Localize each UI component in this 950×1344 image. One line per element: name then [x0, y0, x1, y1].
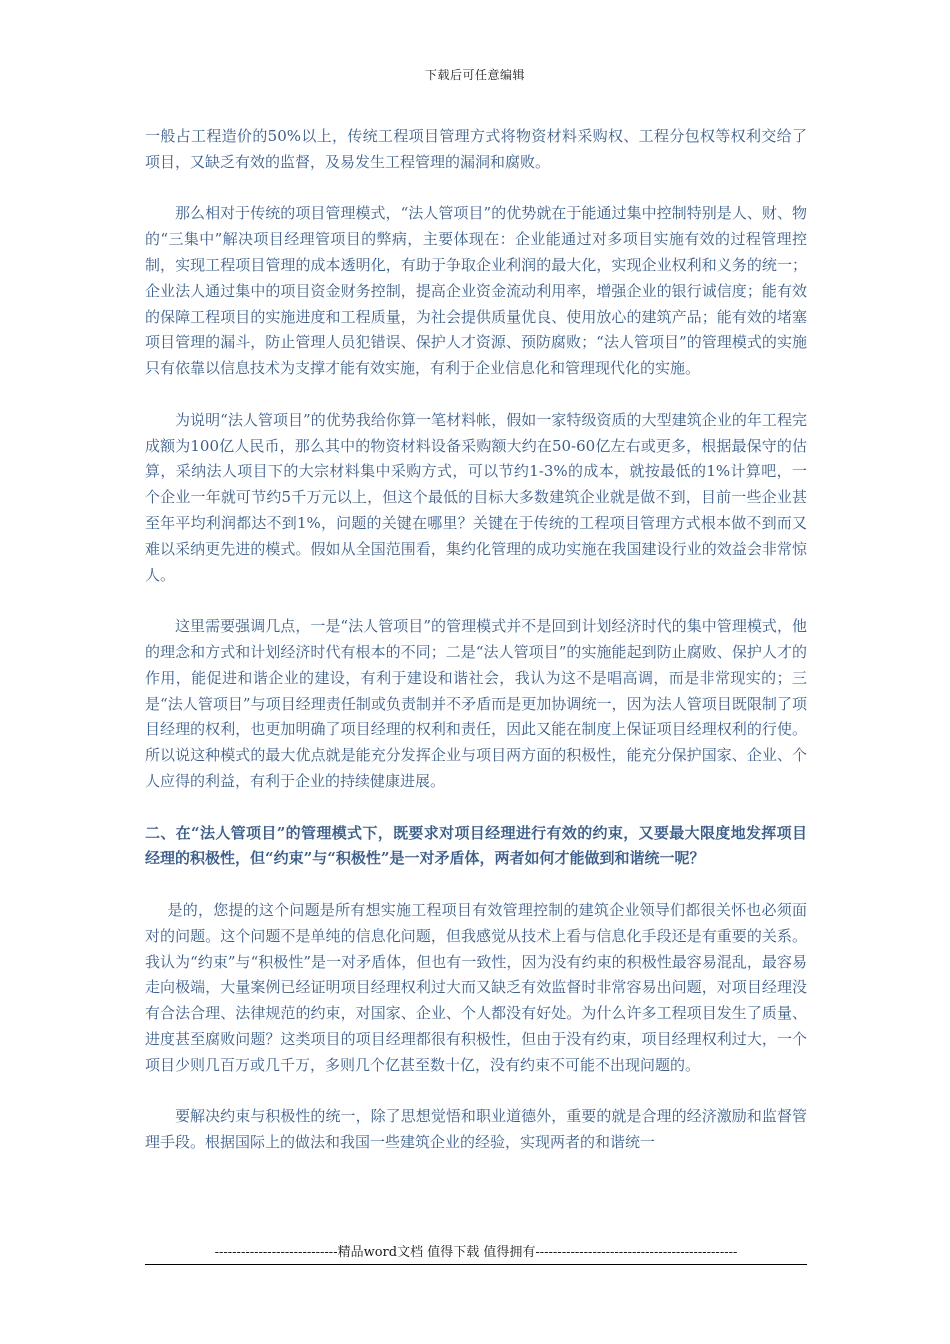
paragraph-cost-intro: 一般占工程造价的50%以上，传统工程项目管理方式将物资材料采购权、工程分包权等权利交给了项目，又缺乏有效的监督，及易发生工程管理的漏洞和腐败。 [145, 127, 807, 171]
footer-rule [145, 1264, 807, 1265]
paragraph-advantages: 那么相对于传统的项目管理模式，“法人管项目”的优势就在于能通过集中控制特别是人、财、物的“三集中”解决项目经理管项目的弊病，主要体现在：企业能通过对多项目实施有效的过程管理控制，实现工程项目管理的成本透明化，有助于争取企业利润的最大化，实现企业权利和义务的统一；企业法人通过集中的项目资金财务控制，提高企业资金流动利用率，增强企业的银行诚信度；能有效的保障工程项目的实施进度和工程质量，为社会提供质量优良、使用放心的建筑产品；能有效的堵塞项目管理的漏斗，防止管理人员犯错误、保护人才资源、预防腐败；“法人管项目”的管理模式的实施只有依靠以信息技术为支撑才能有效实施，有利于企业信息化和管理现代化的实施。 [145, 204, 807, 378]
paragraph-answer: 是的，您提的这个问题是所有想实施工程项目有效管理控制的建筑企业领导们都很关怀也必须面对的问题。这个问题不是单纯的信息化问题，但我感觉从技术上看与信息化手段还是有重要的关系。我认为“约束”与“积极性”是一对矛盾体，但也有一致性，因为没有约束的积极性最容易混乱，最容易走向极端，大量案例已经证明项目经理权利过大而又缺乏有效监督时非常容易出问题，对项目经理没有合法合理、法律规范的约束，对国家、企业、个人都没有好处。为什么许多工程项目发生了质量、进度甚至腐败问题？这类项目的项目经理都很有积极性，但由于没有约束，项目经理权利过大，一个项目少则几百万或几千万，多则几个亿甚至数十亿，没有约束不可能不出现问题的。 [145, 900, 807, 1074]
paragraph-incentive: 要解决约束与积极性的统一，除了思想觉悟和职业道德外，重要的就是合理的经济激励和监督管理手段。根据国际上的做法和我国一些建筑企业的经验，实现两者的和谐统一 [145, 1107, 807, 1152]
page-footer: ----------------------------精品word文档 值得下载 值得拥有---------------------------------------------- [214, 1245, 738, 1260]
section-heading-two: 二、在“法人管项目”的管理模式下，既要求对项目经理进行有效的约束，又要最大限度地发挥项目经理的积极性，但“约束”与“积极性”是一对矛盾体，两者如何才能做到和谐统一呢？ [145, 823, 807, 868]
page-header: 下载后可任意编辑 [424, 68, 525, 82]
paragraph-material-account: 为说明“法人管项目”的优势我给你算一笔材料帐，假如一家特级资质的大型建筑企业的年工程完成额为100亿人民币，那么其中的物资材料设备采购额大约在50-60亿左右或更多，根据最保守的估算，采纳法人项目下的大宗材料集中采购方式，可以节约1-3%的成本，就按最低的1%计算吧，一个企业一年就可节约5千万元以上，但这个最低的目标大多数建筑企业就是做不到，目前一些企业甚至年平均利润都达不到1%，问题的关键在哪里？关键在于传统的工程项目管理方式根本做不到而又难以采纳更先进的模式。假如从全国范围看，集约化管理的成功实施在我国建设行业的效益会非常惊人。 [145, 410, 807, 584]
document-body [145, 124, 807, 1182]
paragraph-emphasis-points: 这里需要强调几点，一是“法人管项目”的管理模式并不是回到计划经济时代的集中管理模式，他的理念和方式和计划经济时代有根本的不同；二是“法人管项目”的实施能起到防止腐败、保护人才的作用，能促进和谐企业的建设，有利于建设和谐社会，我认为这不是唱高调，而是非常现实的；三是“法人管项目”与项目经理责任制或负责制并不矛盾而是更加协调统一，因为法人管项目既限制了项目经理的权利，也更加明确了项目经理的权利和责任，因此又能在制度上保证项目经理权利的行使。所以说这种模式的最大优点就是能充分发挥企业与项目两方面的积极性，能充分保护国家、企业、个人应得的利益，有利于企业的持续健康进展。 [145, 617, 807, 790]
